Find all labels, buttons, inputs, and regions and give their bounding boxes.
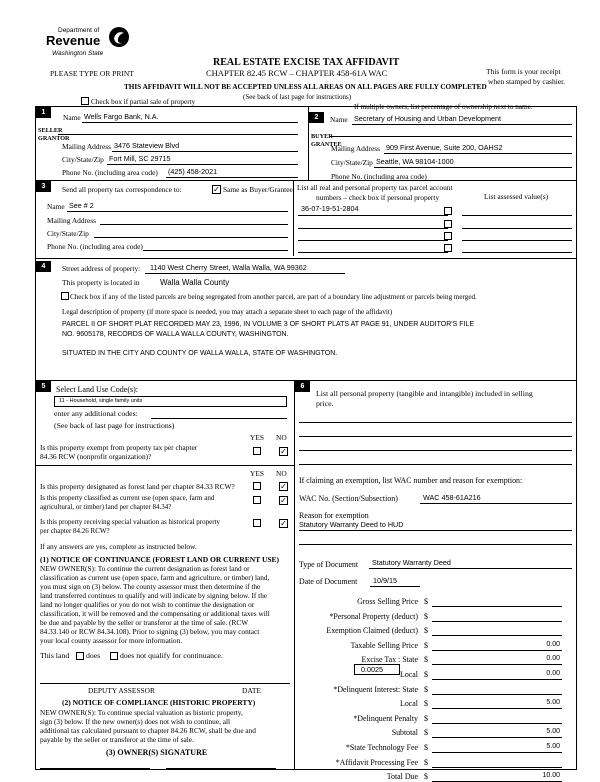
parcel-header-2: numbers – check box if personal property [316, 193, 440, 202]
tax-label-8: *Delinquent Penalty [353, 714, 418, 723]
nonprofit-yes-checkbox[interactable] [253, 447, 261, 455]
receipt-line2: when stamped by cashier. [488, 77, 566, 86]
buyer-city-label: City/State/Zip [331, 158, 373, 167]
q-current-use-1: Is this property classified as current use (open space, farm and [40, 494, 215, 502]
nonprofit-no-checkbox[interactable]: ✓ [280, 447, 287, 456]
tax-label-1: *Personal Property (deduct) [329, 612, 418, 621]
doc-type-label: Type of Document [299, 560, 359, 569]
tax-underline-7 [432, 708, 562, 709]
section-4-badge: 4 [36, 261, 51, 272]
same-as-buyer-checkbox[interactable]: ✓ [213, 185, 220, 194]
correspondence-label: Send all property tax correspondence to: [62, 185, 182, 194]
notice-line-9: your local county assessor for more information. [40, 636, 183, 645]
corr-name-field[interactable]: See # 2 [69, 201, 94, 210]
buyer-phone-label: Phone No. (including area code) [331, 172, 427, 181]
personal-property-checkbox-3[interactable] [444, 232, 452, 240]
notice-line-5: land no longer qualifies or you do not wish to continue the designation or [40, 600, 255, 609]
agency-logo [46, 26, 136, 66]
street-field[interactable]: 1140 West Cherry Street, Walla Walla, WA 99362 [150, 263, 307, 272]
assessed-header: List assessed value(s) [484, 192, 549, 201]
tax-dollar-11: $ [424, 758, 428, 767]
land-use-select[interactable]: 11 - Household, single family units [54, 396, 287, 407]
yes-header-2: YES [250, 469, 264, 478]
doc-date-label: Date of Document [299, 577, 358, 586]
legal-line-3: SITUATED IN THE CITY AND COUNTY OF WALLA WALLA, STATE OF WASHINGTON. [62, 350, 338, 357]
tax-underline-0 [432, 606, 562, 607]
buyer-name-label: Name [330, 115, 348, 124]
legal-label: Legal description of property (if more space is needed, you may attach a separate sheet to each page of the affidavit) [62, 308, 393, 316]
yes-header-1: YES [250, 433, 264, 442]
chapter-line: CHAPTER 82.45 RCW – CHAPTER 458-61A WAC [206, 68, 388, 78]
section-2-badge: 2 [309, 112, 324, 123]
tax-value-4[interactable]: 0.00 [546, 655, 560, 662]
tax-label-0: Gross Selling Price [357, 597, 418, 606]
tax-dollar-6: $ [424, 685, 428, 694]
buyer-grantee-vertical: BUYER GRANTEE [311, 133, 342, 148]
seller-phone-field[interactable]: (425) 458-2021 [168, 167, 218, 176]
please-type: PLEASE TYPE OR PRINT [50, 69, 134, 78]
tax-dollar-9: $ [424, 728, 428, 737]
tax-dollar-3: $ [424, 641, 428, 650]
reason-field[interactable]: Statutory Warranty Deed to HUD [299, 520, 404, 529]
multiple-owners-note: If multiple owners, list percentage of ownership next to name. [354, 103, 533, 111]
tax-dollar-10: $ [424, 743, 428, 752]
partial-sale-checkbox[interactable] [81, 97, 89, 105]
q-historic-2: per chapter 84.26 RCW? [40, 527, 110, 535]
exemption-label: If claiming an exemption, list WAC number and reason for exemption: [299, 476, 523, 485]
tax-underline-4 [432, 664, 562, 665]
tax-underline-11 [432, 767, 562, 768]
tax-label-10: *State Technology Fee [345, 743, 418, 752]
section-3-badge: 3 [36, 181, 51, 192]
see-back: (See back of last page for instructions) [243, 93, 352, 101]
notice-continuance-title: (1) NOTICE OF CONTINUANCE (FOREST LAND OR CURRENT USE) [40, 555, 280, 564]
dept-line3: Washington State [52, 50, 104, 57]
tax-label-9: Subtotal [391, 728, 418, 737]
buyer-mail-label: Mailing Address [331, 144, 381, 153]
notice-line-6: classification, it will be removed and the compensating or additional taxes will [40, 609, 270, 618]
tax-value-9[interactable]: 5.00 [546, 728, 560, 735]
notice-line-8: 84.33.140 or RCW 84.34.108). Prior to signing (3) below, you may contact [40, 627, 260, 636]
segregated-checkbox[interactable] [61, 292, 69, 300]
tax-dollar-12: $ [424, 772, 428, 781]
tax-dollar-1: $ [424, 612, 428, 621]
notice-line-4: land transferred continues to qualify and will indicate by signing below. If the [40, 591, 268, 600]
q-current-use-2: agricultural, or timber) land per chapter 84.34? [40, 503, 172, 511]
local-rate-box[interactable]: 0.0025 [354, 664, 400, 675]
personal-property-checkbox-2[interactable] [444, 220, 452, 228]
additional-codes-label: enter any additional codes: [54, 409, 138, 418]
warning-line: THIS AFFIDAVIT WILL NOT BE ACCEPTED UNLESS ALL AREAS ON ALL PAGES ARE FULLY COMPLETED [124, 83, 487, 91]
section-1-badge: 1 [36, 107, 51, 118]
located-field[interactable]: Walla Walla County [160, 278, 230, 287]
tax-underline-6 [432, 694, 562, 695]
personal-property-label-2: price. [316, 399, 334, 408]
deputy-date-label: DATE [242, 686, 261, 695]
compliance-line-3: additional tax calculated pursuant to chapter 84.26 RCW, shall be due and [40, 726, 256, 735]
seller-city-field[interactable]: Fort Mill, SC 29715 [109, 154, 171, 163]
tax-value-10[interactable]: 5.00 [546, 743, 560, 750]
corr-mail-label: Mailing Address [47, 216, 97, 225]
located-label: This property is located in [62, 278, 140, 287]
this-land-label: This land [40, 651, 70, 660]
tax-dollar-2: $ [424, 626, 428, 635]
corr-name-label: Name [47, 202, 65, 211]
tax-underline-10 [432, 752, 562, 753]
buyer-name-field[interactable]: Secretary of Housing and Urban Development [354, 114, 502, 123]
form-title: REAL ESTATE EXCISE TAX AFFIDAVIT [213, 57, 400, 68]
tax-dollar-4: $ [424, 655, 428, 664]
no-header-1: NO [276, 433, 287, 442]
does-checkbox[interactable] [76, 652, 84, 660]
tax-label-5: Local [400, 670, 418, 679]
tax-underline-8 [432, 723, 562, 724]
tax-label-6: *Delinquent Interest: State [333, 685, 418, 694]
tax-label-2: Exemption Claimed (deduct) [326, 626, 418, 635]
deputy-assessor-label: DEPUTY ASSESSOR [88, 686, 155, 695]
tax-value-3[interactable]: 0.00 [546, 641, 560, 648]
q-nonprofit-1: Is this property exempt from property tax per chapter [40, 443, 198, 452]
segregated-label: Check box if any of the listed parcels are being segregated from another parcel, are part of a boundary line adjustment or parcels being merged. [70, 293, 477, 301]
partial-sale-label: Check box if partial sale of property [91, 98, 196, 106]
forest-no-checkbox[interactable]: ✓ [280, 482, 287, 491]
tax-dollar-0: $ [424, 597, 428, 606]
corr-phone-label: Phone No. (including area code) [47, 242, 143, 251]
tax-label-12: Total Due [386, 772, 418, 781]
see-back-5: (See back of last page for instructions) [54, 421, 175, 430]
personal-property-label-1: List all personal property (tangible and intangible) included in selling [316, 389, 533, 398]
seller-name-field[interactable]: Wells Fargo Bank, N.A. [84, 112, 159, 121]
buyer-mail-field[interactable]: 909 First Avenue, Suite 200, OAHS2 [386, 143, 503, 152]
tax-value-5[interactable]: 0.00 [546, 670, 560, 677]
land-use-label: Select Land Use Code(s): [56, 385, 138, 394]
seller-mail-label: Mailing Address [62, 142, 112, 151]
notice-line-1: NEW OWNER(S): To continue the current designation as forest land or [40, 564, 250, 573]
notice-line-7: be due and payable by the seller or transferor at the time of sale. (RCW [40, 618, 249, 627]
legal-line-1: PARCEL II OF SHORT PLAT RECORDED MAY 23, 1996, IN VOLUME 3 OF SHORT PLATS AT PAGE 91, UNDER AUDITOR'S FILE [62, 321, 474, 328]
tax-dollar-8: $ [424, 714, 428, 723]
buyer-city-field[interactable]: Seattle, WA 98104-1000 [376, 157, 454, 166]
parcel-header-1: List all real and personal property tax parcel account [297, 183, 453, 192]
tax-label-3: Taxable Selling Price [350, 641, 418, 650]
reason-label: Reason for exemption [299, 511, 369, 520]
current-use-no-checkbox[interactable]: ✓ [280, 496, 287, 505]
q-nonprofit-2: 84.36 RCW (nonprofit organization)? [40, 452, 152, 461]
tax-value-12[interactable]: 10.00 [542, 772, 560, 779]
dept-line2: Revenue [46, 33, 101, 48]
tax-dollar-5: $ [424, 670, 428, 679]
tax-underline-5 [432, 679, 562, 680]
compliance-line-2: sign (3) below. If the new owner(s) does not wish to continue, all [40, 717, 231, 726]
seller-city-label: City/State/Zip [62, 155, 104, 164]
current-use-yes-checkbox[interactable] [253, 496, 261, 504]
street-label: Street address of property: [62, 264, 141, 273]
notice-line-3: you must sign on (3) below. The county assessor must then determine if the [40, 582, 261, 591]
doc-date-field[interactable]: 10/9/15 [373, 576, 397, 585]
wac-field[interactable]: WAC 458-61A216 [423, 493, 481, 502]
dept-line1: Department of [58, 27, 100, 34]
receipt-line1: This form is your receipt [486, 67, 561, 76]
does-not-label: does not qualify for continuance. [120, 651, 223, 660]
tax-value-7[interactable]: 5.00 [546, 699, 560, 706]
owner-signature-title: (3) OWNER(S) SIGNATURE [106, 748, 208, 757]
does-not-checkbox[interactable] [110, 652, 118, 660]
seller-name-label: Name [63, 113, 81, 122]
tax-underline-1 [432, 621, 562, 622]
seller-grantor-vertical: SELLER GRANTOR [38, 127, 70, 142]
historic-no-checkbox[interactable]: ✓ [280, 519, 287, 528]
section-5-badge: 5 [36, 381, 51, 392]
tax-dollar-7: $ [424, 699, 428, 708]
tax-label-7: Local [400, 699, 418, 708]
parcel-number-1[interactable]: 36-07-19-51-2804 [301, 204, 359, 213]
tax-label-11: *Affidavit Processing Fee [335, 758, 418, 767]
tax-underline-2 [432, 635, 562, 636]
wa-logo-icon [108, 26, 130, 48]
q-forest: Is this property designated as forest land per chapter 84.33 RCW? [40, 482, 235, 491]
section-6-badge: 6 [295, 381, 310, 392]
corr-city-label: City/State/Zip [47, 229, 89, 238]
forest-yes-checkbox[interactable] [253, 482, 261, 490]
notice-compliance-title: (2) NOTICE OF COMPLIANCE (HISTORIC PROPERTY) [62, 698, 256, 707]
notice-line-2: classification as current use (open space, farm and agriculture, or timber) land, [40, 573, 270, 582]
legal-line-2: NO. 9605178, RECORDS OF WALLA WALLA COUNTY, WASHINGTON. [62, 331, 289, 338]
seller-phone-label: Phone No. (including area code) [62, 168, 158, 177]
historic-yes-checkbox[interactable] [253, 519, 261, 527]
compliance-line-1: NEW OWNER(S): To continue special valuation as historic property, [40, 708, 243, 717]
tax-underline-3 [432, 650, 562, 651]
does-label: does [86, 651, 101, 660]
wac-label: WAC No. (Section/Subsection) [299, 494, 398, 503]
q-historic-1: Is this property receiving special valuation as historical property [40, 518, 221, 526]
personal-property-checkbox-4[interactable] [444, 244, 452, 252]
any-yes-note: If any answers are yes, complete as instructed below. [40, 542, 197, 551]
doc-type-field[interactable]: Statutory Warranty Deed [372, 558, 451, 567]
no-header-2: NO [276, 469, 287, 478]
personal-property-checkbox-1[interactable] [444, 207, 452, 215]
tax-label-4: Excise Tax : State [361, 655, 418, 664]
compliance-line-4: payable by the seller or transferor at the time of sale. [40, 735, 194, 744]
same-as-buyer-label: Same as Buyer/Grantee [223, 185, 293, 194]
seller-mail-field[interactable]: 3476 Stateview Blvd [114, 141, 180, 150]
tax-underline-9 [432, 737, 562, 738]
